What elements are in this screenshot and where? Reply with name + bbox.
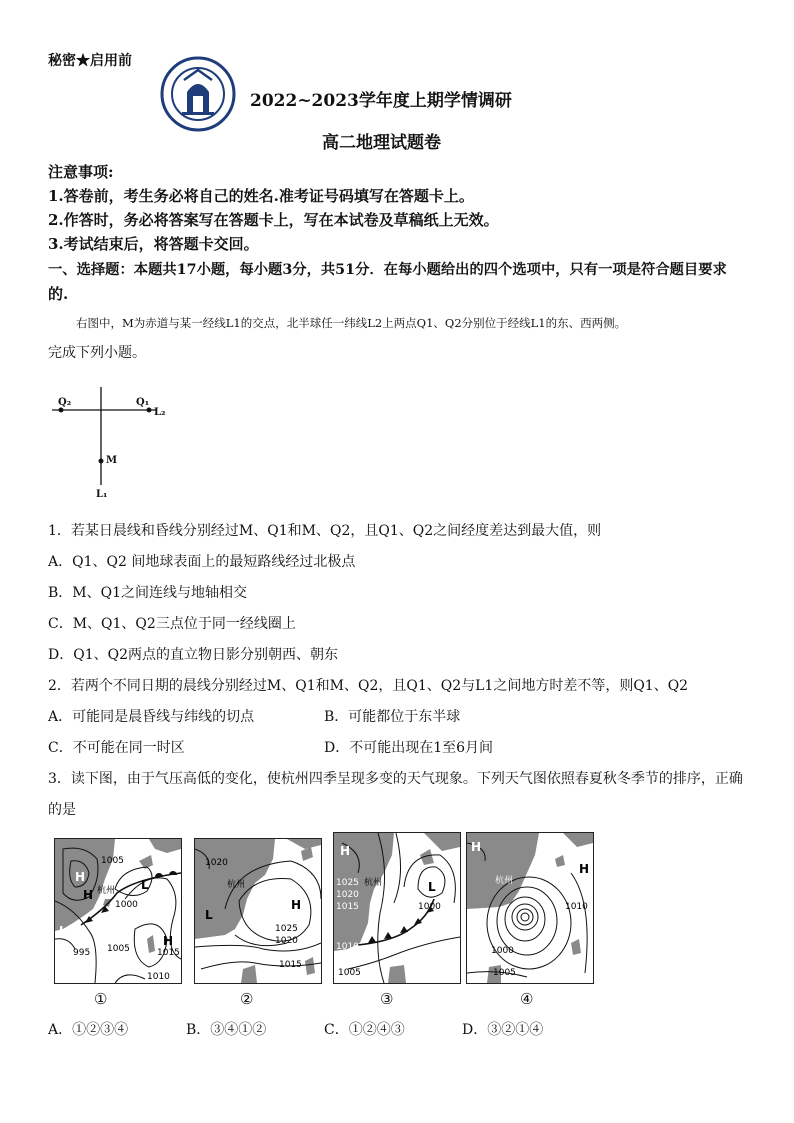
weather-map-1 <box>54 838 182 984</box>
intro-text: 右图中，M为赤道与某一经线L1的交点，北半球任一纬线L2上两点Q1、Q2分别位于经线L1的东、西两侧。 <box>76 316 627 330</box>
section-heading: 一、选择题：本题共17小题，每小题3分，共51分．在每小题给出的四个选项中，只有一项是符合题目要求 <box>48 262 727 278</box>
svg-text:H: H <box>75 870 86 884</box>
svg-text:1020: 1020 <box>336 890 359 900</box>
q2-option-a[interactable]: A．可能同是晨昏线与纬线的切点 <box>48 709 255 725</box>
svg-text:1000: 1000 <box>418 902 441 912</box>
weather-map-3 <box>333 832 461 984</box>
m-point <box>99 459 104 464</box>
svg-text:1005: 1005 <box>338 968 361 978</box>
q1-label: Q₁ <box>136 397 150 408</box>
svg-text:1015: 1015 <box>279 960 302 970</box>
notice-heading: 注意事项: <box>48 163 114 181</box>
svg-text:995: 995 <box>73 948 91 958</box>
svg-text:1000: 1000 <box>491 946 514 956</box>
svg-text:杭州: 杭州 <box>97 886 116 896</box>
svg-text:1005: 1005 <box>107 944 130 954</box>
q3-option-c[interactable]: C．①②④③ <box>324 1022 405 1038</box>
q1-option-a[interactable]: A．Q1、Q2 间地球表面上的最短路线经过北极点 <box>48 554 356 570</box>
svg-text:1025: 1025 <box>275 924 298 934</box>
svg-text:1010: 1010 <box>336 942 359 952</box>
q2-option-d[interactable]: D．不可能出现在1至6月间 <box>324 740 494 756</box>
q3-option-b[interactable]: B．③④①② <box>186 1022 267 1038</box>
map-2-label: ② <box>240 990 254 1008</box>
q2-stem: 2．若两个不同日期的晨线分别经过M、Q1和M、Q2，且Q1、Q2与L1之间地方时差不等，则Q1、Q2 <box>48 678 689 694</box>
svg-text:1015: 1015 <box>336 902 359 912</box>
q1-stem: 1．若某日晨线和昏线分别经过M、Q1和M、Q2，且Q1、Q2之间经度差达到最大值，则 <box>48 523 602 539</box>
svg-text:H: H <box>163 934 174 948</box>
q1-option-b[interactable]: B．M、Q1之间连线与地轴相交 <box>48 585 248 601</box>
intro-text-cont: 完成下列小题。 <box>48 345 146 361</box>
exam-subtitle: 高二地理试题卷 <box>322 133 441 153</box>
svg-text:1000: 1000 <box>115 900 138 910</box>
q2-option-b[interactable]: B．可能都位于东半球 <box>324 709 461 725</box>
q1-option-c[interactable]: C．M、Q1、Q2三点位于同一经线圈上 <box>48 616 296 632</box>
svg-text:1015: 1015 <box>157 948 180 958</box>
svg-text:L: L <box>428 880 436 894</box>
svg-text:H: H <box>83 888 94 902</box>
map-1-label: ① <box>94 990 108 1008</box>
school-logo <box>160 56 236 132</box>
svg-text:1025: 1025 <box>336 878 359 888</box>
svg-text:1010: 1010 <box>565 902 588 912</box>
q1-option-d[interactable]: D．Q1、Q2两点的直立物日影分别朝西、朝东 <box>48 647 338 663</box>
map-3-label: ③ <box>380 990 394 1008</box>
svg-text:1005: 1005 <box>101 856 124 866</box>
exam-title: 2022~2023学年度上期学情调研 <box>250 91 512 111</box>
notice-item-3: 3.考试结束后，将答题卡交回。 <box>48 235 259 253</box>
svg-text:1020: 1020 <box>275 936 298 946</box>
svg-text:L: L <box>141 878 149 892</box>
q3-option-a[interactable]: A．①②③④ <box>48 1022 129 1038</box>
svg-text:杭州: 杭州 <box>495 876 514 886</box>
secret-label: 秘密★启用前 <box>48 53 132 69</box>
q2-label: Q₂ <box>58 397 72 408</box>
svg-text:H: H <box>340 844 351 858</box>
svg-text:H: H <box>579 862 590 876</box>
svg-text:1020: 1020 <box>205 858 228 868</box>
q3-stem: 3．读下图，由于气压高低的变化，使杭州四季呈现多变的天气现象。下列天气图依照春夏秋冬季节的排序，正确 <box>48 771 743 787</box>
q3-option-d[interactable]: D．③②①④ <box>462 1022 544 1038</box>
figure-latlon <box>44 385 184 505</box>
q2-option-c[interactable]: C．不可能在同一时区 <box>48 740 185 756</box>
m-label: M <box>106 455 118 466</box>
svg-text:H: H <box>471 840 482 854</box>
map-4-label: ④ <box>520 990 534 1008</box>
svg-text:杭州: 杭州 <box>227 880 246 890</box>
l1-label: L₁ <box>96 489 108 500</box>
svg-text:H: H <box>291 898 302 912</box>
notice-item-2: 2.作答时，务必将答案写在答题卡上，写在本试卷及草稿纸上无效。 <box>48 211 499 229</box>
svg-text:杭州: 杭州 <box>364 878 383 888</box>
q3-stem-cont: 的是 <box>48 802 76 818</box>
svg-text:L: L <box>205 908 213 922</box>
weather-map-4 <box>466 832 594 984</box>
svg-text:L: L <box>59 924 67 938</box>
weather-map-2 <box>194 838 322 984</box>
l2-label: L₂ <box>154 407 166 418</box>
svg-text:1010: 1010 <box>147 972 170 982</box>
svg-text:1005: 1005 <box>493 968 516 978</box>
notice-item-1: 1.答卷前，考生务必将自己的姓名.准考证号码填写在答题卡上。 <box>48 187 474 205</box>
section-heading-cont: 的. <box>48 285 69 303</box>
